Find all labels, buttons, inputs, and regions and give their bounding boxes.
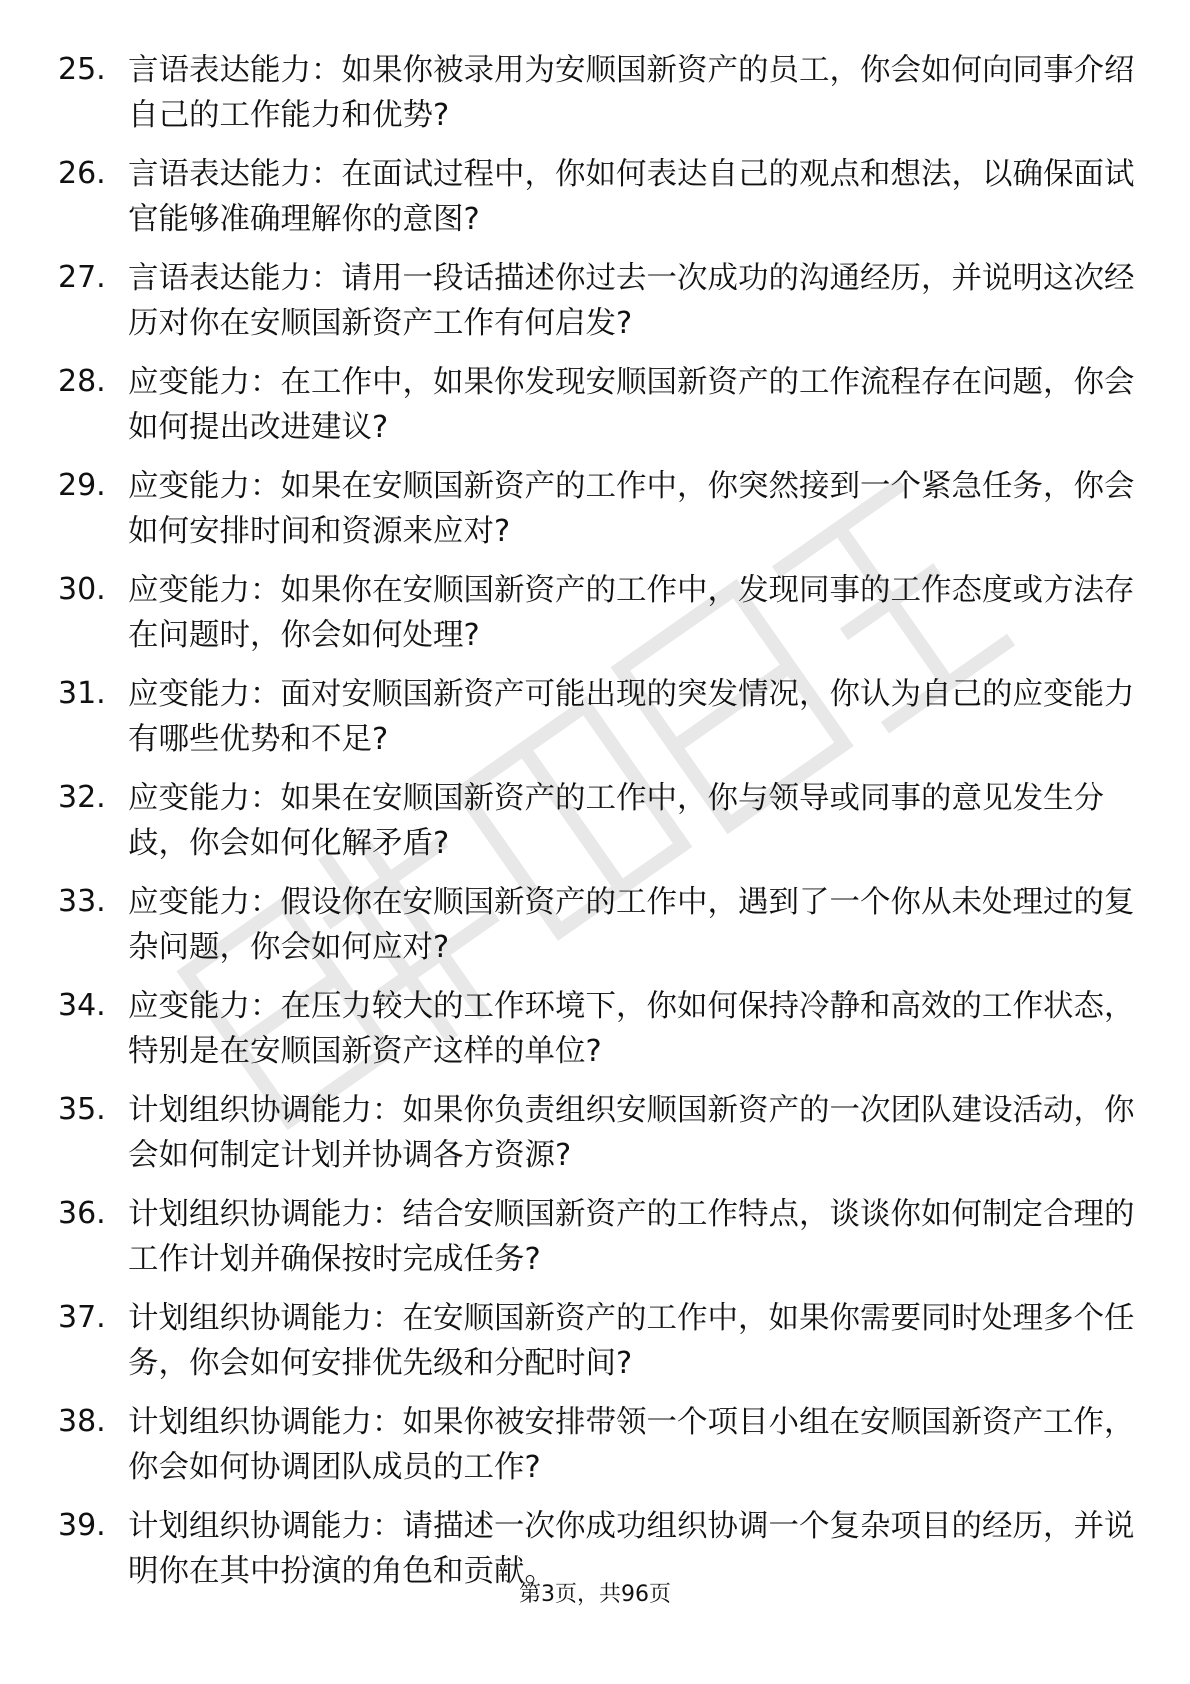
- question-number: 39.: [58, 1508, 106, 1543]
- question-text: 计划组织协调能力：结合安顺国新资产的工作特点，谈谈你如何制定合理的工作计划并确保按时完成任务?: [128, 1197, 1135, 1277]
- question-text: 应变能力：假设你在安顺国新资产的工作中，遇到了一个你从未处理过的复杂问题，你会如何应对?: [128, 885, 1135, 965]
- question-item: [0, 984, 1190, 1088]
- question-item: [0, 360, 1190, 464]
- question-number: 36.: [58, 1196, 106, 1231]
- question-number: 37.: [58, 1300, 106, 1335]
- question-item: [0, 1192, 1190, 1296]
- question-number: 32.: [58, 780, 106, 815]
- question-text: 应变能力：如果在安顺国新资产的工作中，你与领导或同事的意见发生分歧，你会如何化解矛盾?: [128, 781, 1104, 861]
- question-number: 26.: [58, 156, 106, 191]
- page-footer: [0, 1580, 1190, 1610]
- question-list: [0, 48, 1190, 1608]
- question-item: [0, 256, 1190, 360]
- question-text: 应变能力：如果你在安顺国新资产的工作中，发现同事的工作态度或方法存在问题时，你会如何处理?: [128, 573, 1135, 653]
- question-item: [0, 776, 1190, 880]
- question-text: 计划组织协调能力：请描述一次你成功组织协调一个复杂项目的经历，并说明你在其中扮演的角色和贡献。: [128, 1509, 1135, 1589]
- question-text: 言语表达能力：请用一段话描述你过去一次成功的沟通经历，并说明这次经历对你在安顺国新资产工作有何启发?: [128, 261, 1135, 341]
- question-text: 言语表达能力：如果你被录用为安顺国新资产的员工，你会如何向同事介绍自己的工作能力和优势?: [128, 53, 1135, 133]
- question-number: 31.: [58, 676, 106, 711]
- question-text: 计划组织协调能力：在安顺国新资产的工作中，如果你需要同时处理多个任务，你会如何安排优先级和分配时间?: [128, 1301, 1135, 1381]
- question-number: 27.: [58, 260, 106, 295]
- question-text: 应变能力：在工作中，如果你发现安顺国新资产的工作流程存在问题，你会如何提出改进建议?: [128, 365, 1135, 445]
- question-text: 计划组织协调能力：如果你被安排带领一个项目小组在安顺国新资产工作，你会如何协调团队成员的工作?: [128, 1405, 1135, 1485]
- question-number: 38.: [58, 1404, 106, 1439]
- question-number: 29.: [58, 468, 106, 503]
- question-number: 35.: [58, 1092, 106, 1127]
- question-item: [0, 1088, 1190, 1192]
- question-item: [0, 568, 1190, 672]
- question-item: [0, 464, 1190, 568]
- question-number: 28.: [58, 364, 106, 399]
- question-text: 应变能力：如果在安顺国新资产的工作中，你突然接到一个紧急任务，你会如何安排时间和资源来应对?: [128, 469, 1135, 549]
- question-item: [0, 1400, 1190, 1504]
- question-number: 33.: [58, 884, 106, 919]
- question-text: 应变能力：在压力较大的工作环境下，你如何保持冷静和高效的工作状态，特别是在安顺国新资产这样的单位?: [128, 989, 1135, 1069]
- question-text: 计划组织协调能力：如果你负责组织安顺国新资产的一次团队建设活动，你会如何制定计划并协调各方资源?: [128, 1093, 1135, 1173]
- question-item: [0, 672, 1190, 776]
- question-text: 言语表达能力：在面试过程中，你如何表达自己的观点和想法，以确保面试官能够准确理解你的意图?: [128, 157, 1135, 237]
- question-item: [0, 48, 1190, 152]
- question-item: [0, 1296, 1190, 1400]
- page-number-label: 第3页，共96页: [519, 1582, 671, 1607]
- question-text: 应变能力：面对安顺国新资产可能出现的突发情况，你认为自己的应变能力有哪些优势和不足?: [128, 677, 1135, 757]
- question-item: [0, 880, 1190, 984]
- question-number: 25.: [58, 52, 106, 87]
- question-number: 30.: [58, 572, 106, 607]
- question-number: 34.: [58, 988, 106, 1023]
- question-item: [0, 152, 1190, 256]
